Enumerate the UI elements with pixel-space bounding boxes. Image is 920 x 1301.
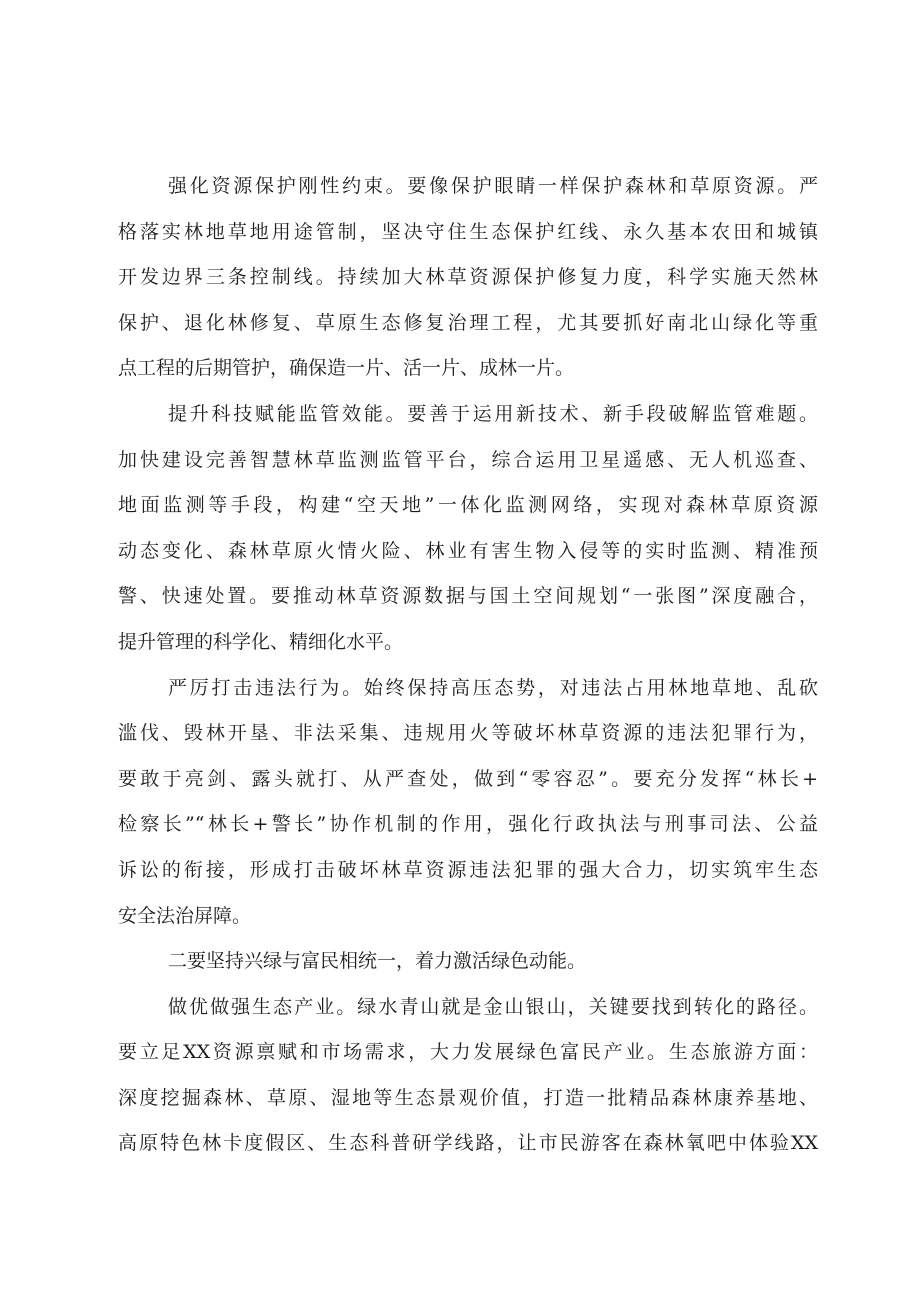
section-heading-line: 二要坚持兴绿与富民相统一，着力激活绿色动能。 xyxy=(168,950,587,973)
paragraph-line: 地面监测等手段，构建“空天地”一体化监测网络，实现对森林草原资源 xyxy=(118,494,818,517)
paragraph-line: 安全法治屏障。 xyxy=(118,904,252,927)
body-text xyxy=(118,164,818,1167)
paragraph-line: 滥伐、毁林开垦、非法采集、违规用火等破坏林草资源的违法犯罪行为， xyxy=(118,722,818,745)
paragraph-line: 警、快速处置。要推动林草资源数据与国土空间规划“一张图”深度融合， xyxy=(118,585,818,608)
paragraph-line: 保护、退化林修复、草原生态修复治理工程，尤其要抓好南北山绿化等重 xyxy=(118,311,818,334)
paragraph-line: 要敢于亮剑、露头就打、从严查处，做到“零容忍”。要充分发挥“林长+ xyxy=(118,767,818,790)
paragraph-line: 提升管理的科学化、精细化水平。 xyxy=(118,630,404,653)
paragraph-line: 提升科技赋能监管效能。要善于运用新技术、新手段破解监管难题。 xyxy=(168,402,818,425)
paragraph-line: 做优做强生态产业。绿水青山就是金山银山，关键要找到转化的路径。 xyxy=(168,995,818,1018)
paragraph-line: 强化资源保护刚性约束。要像保护眼睛一样保护森林和草原资源。严 xyxy=(168,175,818,197)
paragraph-line: 检察长”“林长+警长”协作机制的作用，强化行政执法与刑事司法、公益 xyxy=(118,813,818,836)
paragraph-line: 严厉打击违法行为。始终保持高压态势，对违法占用林地草地、乱砍 xyxy=(168,676,818,699)
paragraph-line: 动态变化、森林草原火情火险、林业有害生物入侵等的实时监测、精准预 xyxy=(118,539,818,562)
paragraph-line: 深度挖掘森林、草原、湿地等生态景观价值，打造一批精品森林康养基地、 xyxy=(118,1086,818,1109)
paragraph-line: 加快建设完善智慧林草监测监管平台，综合运用卫星遥感、无人机巡查、 xyxy=(118,448,818,471)
paragraph-line: 点工程的后期管护，确保造一片、活一片、成林一片。 xyxy=(118,357,575,380)
paragraph-line: 要立足XX资源禀赋和市场需求，大力发展绿色富民产业。生态旅游方面： xyxy=(118,1041,818,1064)
paragraph-line: 高原特色林卡度假区、生态科普研学线路，让市民游客在森林氧吧中体验XX xyxy=(118,1132,818,1155)
paragraph-line: 格落实林地草地用途管制，坚决守住生态保护红线、永久基本农田和城镇 xyxy=(118,220,818,243)
paragraph-line: 诉讼的衔接，形成打击破坏林草资源违法犯罪的强大合力，切实筑牢生态 xyxy=(118,858,818,881)
paragraph-line: 开发边界三条控制线。持续加大林草资源保护修复力度，科学实施天然林 xyxy=(118,266,818,289)
